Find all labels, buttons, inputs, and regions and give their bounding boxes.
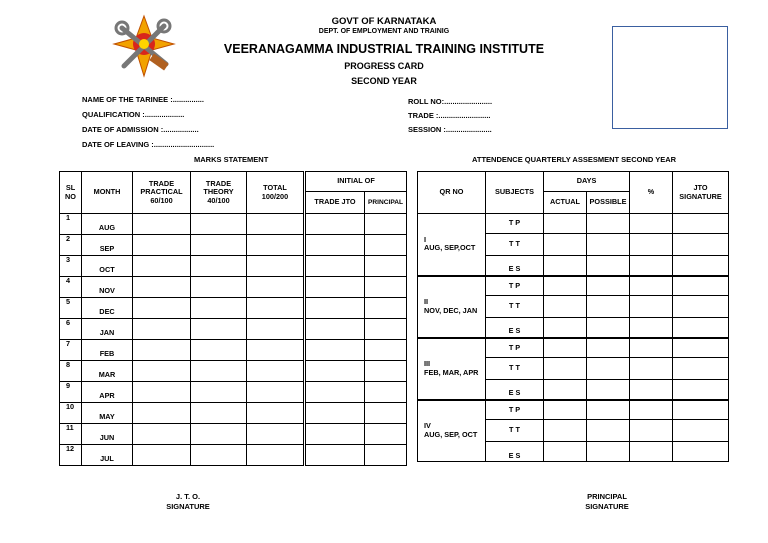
quarter-months: AUG, SEP,OCT — [424, 243, 476, 253]
jto-signature-cell — [673, 296, 729, 318]
actual-cell — [544, 234, 587, 256]
quarter-cell — [418, 214, 486, 276]
principal-cell — [365, 361, 407, 382]
percent-cell — [630, 380, 673, 400]
principal-signature-label — [572, 492, 642, 512]
subject-cell: T T — [486, 420, 544, 442]
marks-row — [60, 214, 407, 235]
marks-row — [60, 256, 407, 277]
theory-cell — [191, 382, 247, 403]
subject-cell: T T — [486, 296, 544, 318]
theory-cell — [191, 319, 247, 340]
month-cell: APR — [82, 382, 133, 403]
sl-cell: 3 — [60, 256, 82, 277]
month-cell: JUN — [82, 424, 133, 445]
possible-cell — [587, 338, 630, 358]
jto-signature-cell — [673, 420, 729, 442]
theory-cell — [191, 256, 247, 277]
header-actual: ACTUAL — [544, 192, 587, 214]
possible-cell — [587, 296, 630, 318]
jto-signature-cell — [673, 380, 729, 400]
sl-cell: 2 — [60, 235, 82, 256]
field-name: NAME OF THE TARINEE :............... — [82, 95, 204, 104]
header-subjects: SUBJECTS — [486, 172, 544, 214]
quarter-number: IV — [424, 421, 431, 431]
principal-cell — [365, 214, 407, 235]
month-cell: NOV — [82, 277, 133, 298]
actual-cell — [544, 338, 587, 358]
header-theory — [191, 172, 247, 214]
marks-row — [60, 319, 407, 340]
trade-jto-cell — [305, 256, 365, 277]
percent-cell — [630, 338, 673, 358]
jto-signature-cell — [673, 400, 729, 420]
total-cell — [247, 424, 305, 445]
principal-cell — [365, 235, 407, 256]
sl-cell: 4 — [60, 277, 82, 298]
trade-jto-cell — [305, 340, 365, 361]
header-sl — [60, 172, 82, 214]
quarter-cell — [418, 338, 486, 400]
principal-cell — [365, 298, 407, 319]
marks-caption: MARKS STATEMENT — [194, 155, 269, 164]
quarter-number: III — [424, 359, 431, 369]
sl-cell: 8 — [60, 361, 82, 382]
jto-signature-cell — [673, 442, 729, 462]
practical-cell — [133, 235, 191, 256]
practical-cell — [133, 361, 191, 382]
sl-cell: 7 — [60, 340, 82, 361]
jto-signature-cell — [673, 318, 729, 338]
institute-title: VEERANAGAMMA INDUSTRIAL TRAINING INSTITUTE — [223, 42, 545, 56]
practical-cell — [133, 214, 191, 235]
principal-cell — [365, 382, 407, 403]
dept-title: DEPT. OF EMPLOYMENT AND TRAINIG — [318, 28, 450, 35]
trade-jto-cell — [305, 445, 365, 466]
percent-cell — [630, 318, 673, 338]
marks-row — [60, 340, 407, 361]
theory-cell — [191, 298, 247, 319]
actual-cell — [544, 380, 587, 400]
theory-cell — [191, 424, 247, 445]
actual-cell — [544, 296, 587, 318]
actual-cell — [544, 256, 587, 276]
theory-cell — [191, 445, 247, 466]
sl-cell: 5 — [60, 298, 82, 319]
sl-cell: 6 — [60, 319, 82, 340]
attendance-row — [418, 214, 729, 234]
percent-cell — [630, 442, 673, 462]
percent-cell — [630, 214, 673, 234]
month-cell: JAN — [82, 319, 133, 340]
marks-row — [60, 382, 407, 403]
possible-cell — [587, 358, 630, 380]
theory-cell — [191, 235, 247, 256]
theory-cell — [191, 214, 247, 235]
field-admission: DATE OF ADMISSION :................. — [82, 125, 199, 134]
theory-cell — [191, 361, 247, 382]
possible-cell — [587, 442, 630, 462]
total-cell — [247, 340, 305, 361]
header-total — [247, 172, 305, 214]
trade-jto-cell — [305, 361, 365, 382]
marks-table — [59, 171, 407, 466]
quarter-months: FEB, MAR, APR — [424, 367, 479, 377]
total-cell — [247, 361, 305, 382]
attendance-row — [418, 276, 729, 296]
percent-cell — [630, 256, 673, 276]
possible-cell — [587, 276, 630, 296]
principal-cell — [365, 340, 407, 361]
marks-row — [60, 361, 407, 382]
header-initial: INITIAL OF — [305, 172, 407, 192]
subject-cell: T P — [486, 214, 544, 234]
subject-cell: T T — [486, 358, 544, 380]
percent-cell — [630, 358, 673, 380]
trade-jto-cell — [305, 277, 365, 298]
possible-cell — [587, 420, 630, 442]
percent-cell — [630, 400, 673, 420]
header-practical-text: TRADE PRACTICAL 60/100 — [140, 178, 183, 205]
total-cell — [247, 298, 305, 319]
practical-cell — [133, 256, 191, 277]
practical-cell — [133, 382, 191, 403]
practical-cell — [133, 298, 191, 319]
header-qr: QR NO — [418, 172, 486, 214]
sl-cell: 9 — [60, 382, 82, 403]
quarter-number: II — [424, 297, 429, 307]
total-cell — [247, 256, 305, 277]
year-title: SECOND YEAR — [351, 76, 417, 86]
field-session: SESSION :...................... — [408, 125, 492, 134]
jto-signature-label — [158, 492, 218, 512]
possible-cell — [587, 380, 630, 400]
principal-cell — [365, 319, 407, 340]
percent-cell — [630, 296, 673, 318]
quarter-cell — [418, 400, 486, 462]
total-cell — [247, 319, 305, 340]
month-cell: OCT — [82, 256, 133, 277]
header-sl-text: SL NO — [65, 183, 76, 201]
header-trade-jto: TRADE JTO — [305, 192, 365, 214]
theory-cell — [191, 277, 247, 298]
total-cell — [247, 235, 305, 256]
practical-cell — [133, 424, 191, 445]
month-cell: MAY — [82, 403, 133, 424]
actual-cell — [544, 358, 587, 380]
month-cell: SEP — [82, 235, 133, 256]
sl-cell: 10 — [60, 403, 82, 424]
possible-cell — [587, 256, 630, 276]
header-theory-text: TRADE THEORY 40/100 — [203, 178, 234, 205]
subject-cell: E S — [486, 380, 544, 400]
percent-cell — [630, 234, 673, 256]
attendance-caption: ATTENDENCE QUARTERLY ASSESMENT SECOND YEAR — [472, 155, 677, 164]
marks-row — [60, 277, 407, 298]
possible-cell — [587, 400, 630, 420]
possible-cell — [587, 318, 630, 338]
jto-signature-cell — [673, 276, 729, 296]
principal-signature-text: PRINCIPAL SIGNATURE — [585, 492, 629, 512]
total-cell — [247, 445, 305, 466]
attendance-row — [418, 338, 729, 358]
jto-signature-cell — [673, 338, 729, 358]
possible-cell — [587, 234, 630, 256]
header-total-text: TOTAL 100/200 — [261, 183, 289, 201]
jto-signature-cell — [673, 214, 729, 234]
quarter-number: I — [424, 234, 427, 244]
subject-cell: E S — [486, 442, 544, 462]
marks-row — [60, 235, 407, 256]
header-percent: % — [630, 172, 673, 214]
actual-cell — [544, 420, 587, 442]
sl-cell: 12 — [60, 445, 82, 466]
trade-jto-cell — [305, 298, 365, 319]
month-cell: MAR — [82, 361, 133, 382]
practical-cell — [133, 319, 191, 340]
theory-cell — [191, 340, 247, 361]
field-qualification: QUALIFICATION :................... — [82, 110, 185, 119]
marks-row — [60, 445, 407, 466]
attendance-table — [417, 171, 729, 462]
possible-cell — [587, 214, 630, 234]
attendance-row — [418, 400, 729, 420]
theory-cell — [191, 403, 247, 424]
trade-jto-cell — [305, 319, 365, 340]
jto-signature-cell — [673, 234, 729, 256]
progress-card-title: PROGRESS CARD — [344, 61, 424, 71]
field-roll: ROLL NO:....................... — [408, 97, 493, 106]
subject-cell: T T — [486, 234, 544, 256]
photo-box — [612, 26, 728, 129]
principal-cell — [365, 445, 407, 466]
quarter-cell — [418, 276, 486, 338]
principal-cell — [365, 403, 407, 424]
total-cell — [247, 403, 305, 424]
sl-cell: 1 — [60, 214, 82, 235]
practical-cell — [133, 340, 191, 361]
total-cell — [247, 382, 305, 403]
actual-cell — [544, 276, 587, 296]
subject-cell: T P — [486, 276, 544, 296]
marks-row — [60, 424, 407, 445]
actual-cell — [544, 214, 587, 234]
header-possible: POSSIBLE — [587, 192, 630, 214]
percent-cell — [630, 276, 673, 296]
percent-cell — [630, 420, 673, 442]
field-leaving: DATE OF LEAVING :............................. — [82, 140, 215, 149]
jto-signature-cell — [673, 358, 729, 380]
header-days: DAYS — [544, 172, 630, 192]
total-cell — [247, 214, 305, 235]
field-trade: TRADE :......................... — [408, 111, 491, 120]
subject-cell: T P — [486, 338, 544, 358]
practical-cell — [133, 445, 191, 466]
month-cell: FEB — [82, 340, 133, 361]
quarter-months: AUG, SEP, OCT — [424, 429, 478, 439]
practical-cell — [133, 277, 191, 298]
principal-cell — [365, 277, 407, 298]
sl-cell: 11 — [60, 424, 82, 445]
principal-cell — [365, 256, 407, 277]
trade-jto-cell — [305, 403, 365, 424]
subject-cell: E S — [486, 256, 544, 276]
month-cell: JUL — [82, 445, 133, 466]
principal-cell — [365, 424, 407, 445]
trade-jto-cell — [305, 214, 365, 235]
month-cell: AUG — [82, 214, 133, 235]
header-practical — [133, 172, 191, 214]
trade-jto-cell — [305, 382, 365, 403]
subject-cell: E S — [486, 318, 544, 338]
marks-row — [60, 403, 407, 424]
header-jto-signature-text: JTO SIGNATURE — [679, 183, 722, 201]
header-month: MONTH — [82, 172, 133, 214]
trade-jto-cell — [305, 424, 365, 445]
marks-row — [60, 298, 407, 319]
header-jto-signature — [673, 172, 729, 214]
practical-cell — [133, 403, 191, 424]
subject-cell: T P — [486, 400, 544, 420]
quarter-months: NOV, DEC, JAN — [424, 305, 478, 315]
trade-jto-cell — [305, 235, 365, 256]
total-cell — [247, 277, 305, 298]
actual-cell — [544, 442, 587, 462]
month-cell: DEC — [82, 298, 133, 319]
govt-title: GOVT OF KARNATAKA — [331, 16, 437, 27]
actual-cell — [544, 318, 587, 338]
jto-signature-cell — [673, 256, 729, 276]
jto-signature-text: J. T. O. SIGNATURE — [166, 492, 210, 512]
header-principal: PRINCIPAL — [365, 192, 407, 214]
actual-cell — [544, 400, 587, 420]
